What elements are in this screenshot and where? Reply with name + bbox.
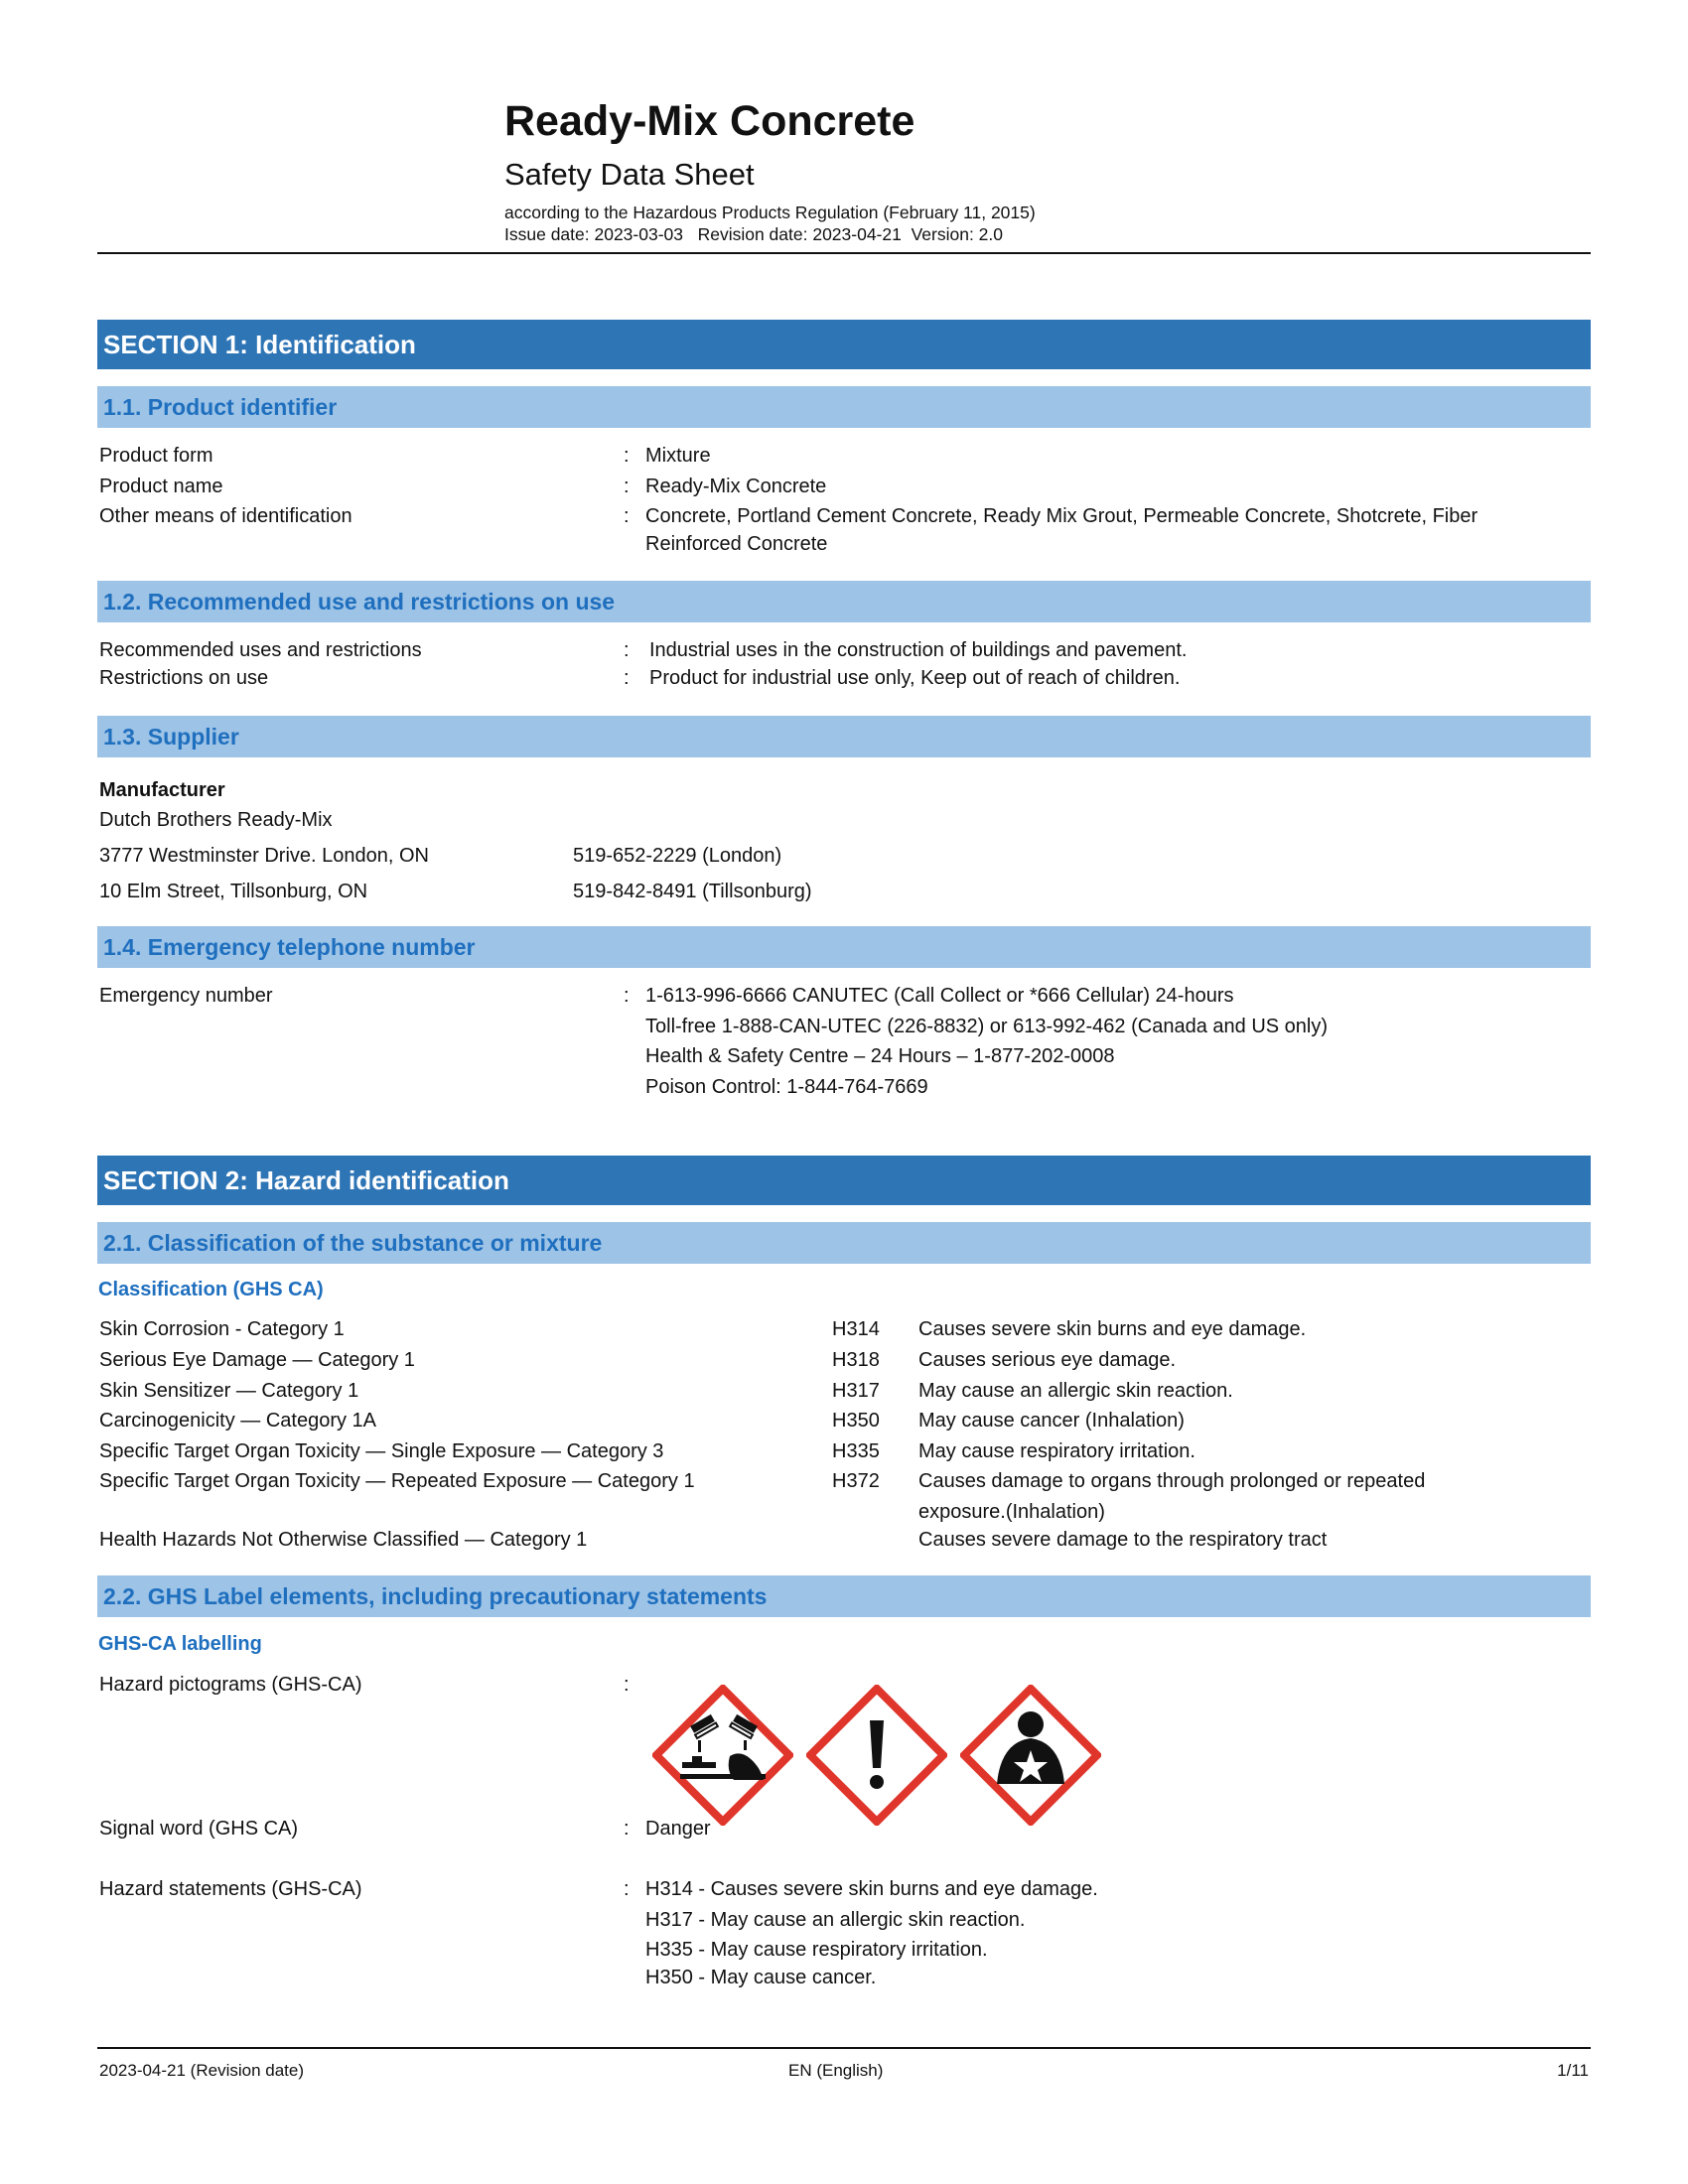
colon: : (624, 1878, 630, 1900)
document-title: Ready-Mix Concrete (504, 97, 915, 145)
emergency-line: Toll-free 1-888-CAN-UTEC (226-8832) or 613-992-462 (Canada and US only) (645, 1016, 1329, 1037)
other-identification-value: Concrete, Portland Cement Concrete, Ready Mix Grout, Permeable Concrete, Shotcrete, Fiber (645, 505, 1478, 527)
other-identification-label: Other means of identification (99, 505, 352, 527)
classification-row-code: H317 (832, 1380, 880, 1402)
restrictions-value: Product for industrial use only, Keep out of reach of children. (649, 667, 1181, 689)
classification-row-code: H318 (832, 1349, 880, 1371)
address-tillsonburg: 10 Elm Street, Tillsonburg, ON (99, 881, 368, 902)
classification-heading: Classification (GHS CA) (98, 1279, 324, 1300)
subsection-2-1-header: 2.1. Classification of the substance or mixture (97, 1222, 1591, 1264)
classification-row-desc: Causes serious eye damage. (918, 1349, 1177, 1371)
classification-row-desc: May cause cancer (Inhalation) (918, 1410, 1185, 1432)
colon: : (624, 667, 630, 689)
restrictions-label: Restrictions on use (99, 667, 269, 689)
regulation-line: according to the Hazardous Products Regulation (February 11, 2015) (504, 203, 1036, 222)
subsection-1-4-header: 1.4. Emergency telephone number (97, 926, 1591, 968)
colon: : (624, 1818, 630, 1840)
emergency-line: 1-613-996-6666 CANUTEC (Call Collect or *666 Cellular) 24-hours (645, 985, 1234, 1007)
health-hazard-icon (960, 1685, 1101, 1826)
company-name: Dutch Brothers Ready-Mix (99, 809, 333, 831)
product-form-value: Mixture (645, 445, 711, 467)
classification-row-code: H335 (832, 1440, 880, 1462)
ghs-labelling-heading: GHS-CA labelling (98, 1633, 262, 1655)
hazard-statement: H317 - May cause an allergic skin reaction. (645, 1909, 1026, 1931)
phone-london: 519-652-2229 (London) (573, 845, 782, 867)
signal-word-value: Danger (645, 1818, 711, 1840)
footer-revision-date: 2023-04-21 (Revision date) (99, 2061, 305, 2080)
hazard-pictograms-label: Hazard pictograms (GHS-CA) (99, 1674, 362, 1696)
colon: : (624, 1674, 630, 1696)
other-identification-value-cont: Reinforced Concrete (645, 533, 828, 555)
subsection-1-1-header: 1.1. Product identifier (97, 386, 1591, 428)
colon: : (624, 639, 630, 661)
corrosion-icon (652, 1685, 793, 1826)
hazard-statement: H314 - Causes severe skin burns and eye damage. (645, 1878, 1098, 1900)
emergency-line: Poison Control: 1-844-764-7669 (645, 1076, 928, 1098)
footer-divider (97, 2047, 1591, 2049)
classification-row-name: Skin Corrosion - Category 1 (99, 1318, 345, 1340)
exclamation-mark-icon (806, 1685, 947, 1826)
section-1-header: SECTION 1: Identification (97, 320, 1591, 369)
manufacturer-heading: Manufacturer (99, 779, 225, 801)
subsection-1-3-header: 1.3. Supplier (97, 716, 1591, 757)
header-divider (97, 252, 1591, 254)
classification-row-desc: Causes damage to organs through prolonged or repeated (918, 1470, 1426, 1492)
subsection-2-2-header: 2.2. GHS Label elements, including precautionary statements (97, 1575, 1591, 1617)
classification-row-name: Specific Target Organ Toxicity — Repeated Exposure — Category 1 (99, 1470, 695, 1492)
classification-row-name: Skin Sensitizer — Category 1 (99, 1380, 359, 1402)
hazard-statement: H350 - May cause cancer. (645, 1967, 877, 1988)
classification-row-name: Health Hazards Not Otherwise Classified — Category 1 (99, 1529, 588, 1551)
colon: : (624, 985, 630, 1007)
colon: : (624, 505, 630, 527)
hazard-statement: H335 - May cause respiratory irritation. (645, 1939, 988, 1961)
signal-word-label: Signal word (GHS CA) (99, 1818, 299, 1840)
classification-row-code: H314 (832, 1318, 880, 1340)
classification-row-name: Serious Eye Damage — Category 1 (99, 1349, 415, 1371)
subsection-1-2-header: 1.2. Recommended use and restrictions on use (97, 581, 1591, 622)
section-2-header: SECTION 2: Hazard identification (97, 1156, 1591, 1205)
document-subtitle: Safety Data Sheet (504, 157, 755, 192)
product-form-label: Product form (99, 445, 213, 467)
recommended-uses-value: Industrial uses in the construction of buildings and pavement. (649, 639, 1188, 661)
footer-language: EN (English) (788, 2061, 884, 2080)
classification-row-desc: Causes severe skin burns and eye damage. (918, 1318, 1307, 1340)
classification-row-code: H350 (832, 1410, 880, 1432)
product-name-value: Ready-Mix Concrete (645, 476, 827, 497)
recommended-uses-label: Recommended uses and restrictions (99, 639, 422, 661)
colon: : (624, 476, 630, 497)
classification-row-name: Specific Target Organ Toxicity — Single Exposure — Category 3 (99, 1440, 664, 1462)
classification-row-desc: May cause an allergic skin reaction. (918, 1380, 1233, 1402)
product-name-label: Product name (99, 476, 223, 497)
emergency-line: Health & Safety Centre – 24 Hours – 1-877-202-0008 (645, 1045, 1115, 1067)
classification-row-desc-cont: exposure.(Inhalation) (918, 1501, 1105, 1523)
address-london: 3777 Westminster Drive. London, ON (99, 845, 430, 867)
emergency-number-label: Emergency number (99, 985, 273, 1007)
classification-row-desc: May cause respiratory irritation. (918, 1440, 1196, 1462)
classification-row-desc: Causes severe damage to the respiratory tract (918, 1529, 1328, 1551)
phone-tillsonburg: 519-842-8491 (Tillsonburg) (573, 881, 812, 902)
classification-row-code: H372 (832, 1470, 880, 1492)
issue-line: Issue date: 2023-03-03 Revision date: 2023-04-21 Version: 2.0 (504, 224, 1003, 244)
classification-row-name: Carcinogenicity — Category 1A (99, 1410, 377, 1432)
hazard-statements-label: Hazard statements (GHS-CA) (99, 1878, 362, 1900)
footer-page-number: 1/11 (1557, 2061, 1589, 2080)
colon: : (624, 445, 630, 467)
